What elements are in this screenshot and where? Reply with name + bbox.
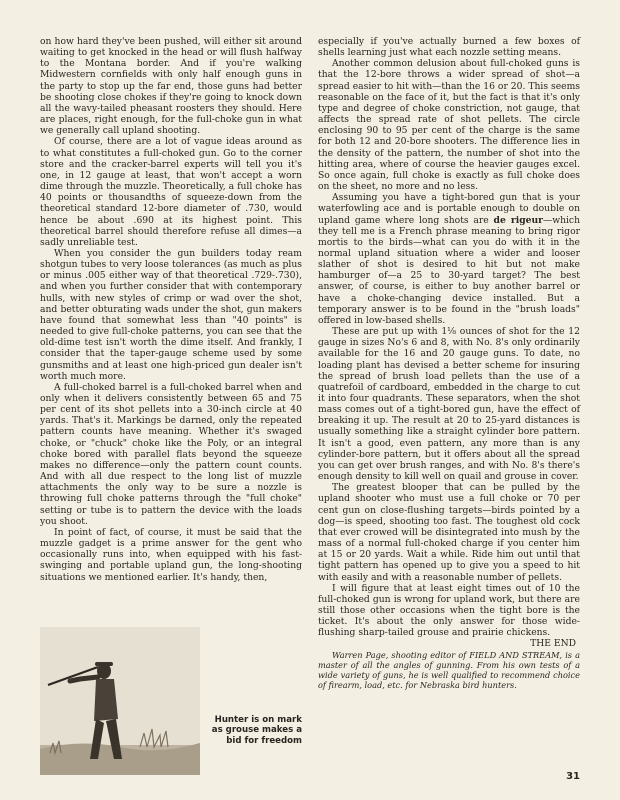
end-mark-text: THE END bbox=[530, 638, 576, 650]
body-paragraph: In point of fact, of course, it must be said that the muzzle gadget is a prime answer for the gent who occasionally runs into, when equipped with his fast-swinging and portable upland gun, the long-shooting situations we mentioned earlier. It's handy, then, bbox=[40, 526, 302, 583]
body-paragraph: Another common delusion about full-choked guns is that the 12-bore throws a wider spread of shot—a spread easier to hit with—than the 16 or 20. This seems reasonable on the face of it, but the fact is that it's only type and degree of choke constriction, not gauge, that affects the spread rate of shot pellets. The circle enclosing 90 to 95 per cent of the charge is the same for both 12 and 20-bore shooters. The difference lies in the density of the pattern, the number of shot into the hitting area, where of course the heavier gauges excel. So once again, full choke is exactly as full choke does on the sheet, no more and no less. bbox=[318, 58, 580, 193]
body-paragraph: Of course, there are a lot of vague ideas around as to what constitutes a full-choked gun. Go to the corner store and the cracker-barrel experts will tell you it's one, in 12 gauge at least, that won't accept a worn dime through the muzzle. Theoretically, a full choke has 40 points or thousandths of squeeze-down from the theoretical standard 12-bore diameter of .730, would hence be about .690 at its highest point. This theoretical barrel should therefore refuse all dimes—a sadly unreliable test. bbox=[40, 136, 302, 248]
hunter-photo-illustration bbox=[40, 627, 200, 775]
hunter-photo bbox=[40, 627, 200, 775]
left-column bbox=[40, 36, 302, 583]
right-column bbox=[318, 36, 580, 690]
body-paragraph: on how hard they've been pushed, will either sit around waiting to get knocked in the head or will flush halfway to the Montana border. And if you're walking Midwestern cornfields with only half enough guns in the party to stop up the far end, those guns had better be shooting close chokes if they're going to knock down all the wavy-tailed pheasant roosters they should. Here are places, right enough, for the full-choke gun in what we generally call upland shooting. bbox=[40, 36, 302, 137]
body-paragraph: These are put up with 1⅛ ounces of shot for the 12 gauge in sizes No's 6 and 8, with No. 8's only ordinarily available for the 16 and 20 gauge guns. To date, no loading plant has devised a better scheme for insuring the spread of brush load pellets than the use of a quatrefoil of cardboard, embedded in the charge to cut it into four quadrants. These separators, when the shot mass comes out of a tight-bored gun, have the effect of breaking it up. The result at 20 to 25-yard distances is usually something like a straight cylinder bore pattern. It isn't a good, even pattern, any more than is any cylinder-bore pattern, but it offers about all the spread you can get over brush ranges, and with No. 8's there's enough density to kill well on quail and grouse in cover. bbox=[318, 326, 580, 483]
body-paragraph: especially if you've actually burned a few boxes of shells learning just what each nozzle setting means. bbox=[318, 36, 580, 59]
body-text: Assuming you have a tight-bored gun that is your waterfowling ace and is portable enough to double on upland game where long shots are bbox=[318, 192, 580, 226]
end-mark bbox=[318, 638, 580, 649]
author-bio: Warren Page, shooting editor of FIELD AND STREAM, is a master of all the angles of gunning. From his own tests of a wide variety of guns, he is well qualified to recommend choice of firearm, load, etc. for Nebraska bird hunters. bbox=[318, 649, 580, 690]
body-paragraph: The greatest blooper that can be pulled by the upland shooter who must use a full choke or 70 per cent gun on close-flushing targets—birds pointed by a dog—is speed, shooting too fast. The toughest old cock that ever crowed will be disintegrated into mush by the mass of a normal full-choked charge if you center him at 15 or 20 yards. Wait a while. Ride him out until that tight pattern has opened up to give you a speed to hit with easily and with a reasonable number of pellets. bbox=[318, 482, 580, 583]
photo-caption: Hunter is on mark as grouse makes a bid for freedom bbox=[211, 715, 302, 746]
bold-phrase: de rigeur bbox=[493, 214, 544, 226]
body-text: —which they tell me is a French phrase meaning to bring rigor mortis to the birds—what can you do with it in the normal upland situation where a wider and looser slather of shot is desired to hit but not make hamburger of—a 25 to 30-yard target? The best answer, of course, is either to buy another barrel or have a choke-changing device installed. But a temporary answer is to be found in the "brush loads" offered in low-based shells. bbox=[318, 214, 580, 326]
body-paragraph bbox=[318, 192, 580, 326]
page-number: 31 bbox=[566, 771, 580, 782]
body-paragraph: A full-choked barrel is a full-choked barrel when and only when it delivers consistently between 65 and 75 per cent of its shot pellets into a 30-inch circle at 40 yards. That's it. Markings be darned, only the repeated pattern counts have meaning. Whether it's swaged choke, or "chuck" choke like the Poly, or an integral choke bored with parallel flats beyond the squeeze makes no difference—only the pattern count counts. And with all due respect to the long list of muzzle attachments the only way to be sure a nozzle is throwing full choke patterns through the "full choke" setting or tube is to pattern the device with the loads you shoot. bbox=[40, 381, 302, 527]
body-paragraph: When you consider the gun builders today ream shotgun tubes to very loose tolerances (as much as plus or minus .005 either way of that theoretical .729-.730), and when you further consider that with contemporary hulls, with new styles of crimp or wad over the shot, and better obturating wads under the shot, gun makers have found that somewhat less than "40 points" is needed to give full-choke patterns, you can see that the old-dime test isn't worth the dime itself. And frankly, I consider that the taper-gauge scheme used by some gunsmiths and at least one high-priced gun dealer isn't worth much more. bbox=[40, 247, 302, 382]
body-paragraph: I will figure that at least eight times out of 10 the full-choked gun is wrong for upland work, but there are still those other occasions when the tight bore is the ticket. It's about the only answer for those wide-flushing sharp-tailed grouse and prairie chickens. bbox=[318, 582, 580, 639]
